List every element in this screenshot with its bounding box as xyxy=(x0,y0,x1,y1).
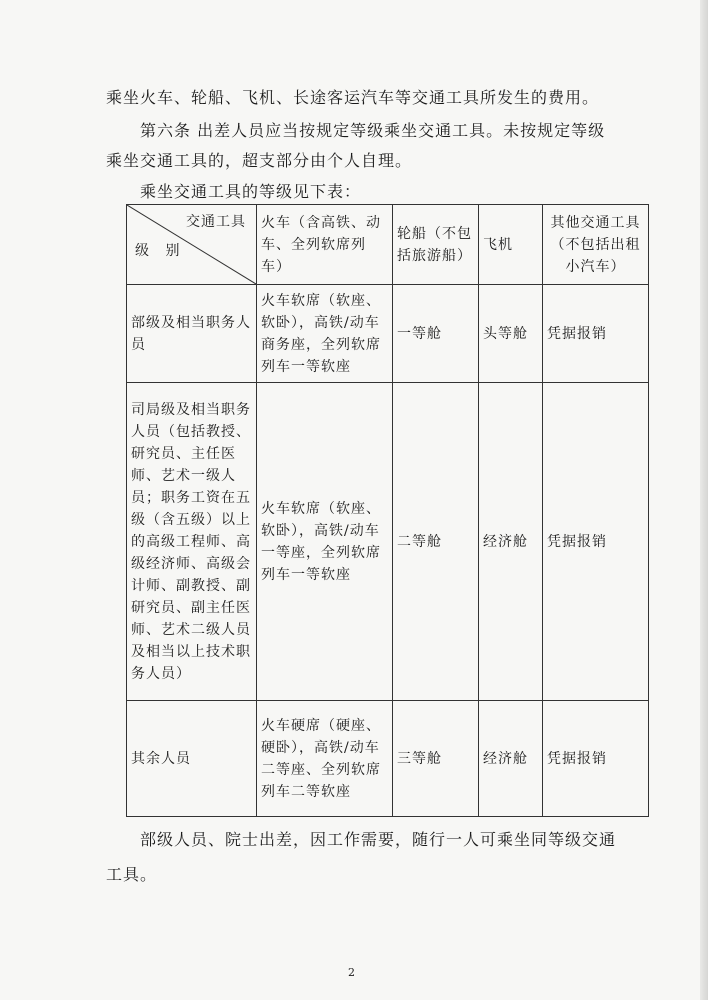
table-row xyxy=(127,285,649,383)
corner-header-cell xyxy=(127,205,257,285)
row-level-bureau: 司局级及相当职务人员（包括教授、研究员、主任医师、艺术一级人员；职务工资在五级（含五级）以上的高级工程师、高级经济师、高级会计师、副教授、副研究员、副主任医师、艺术二级人员及相当以上技术职务人员） xyxy=(127,383,257,701)
cell-other: 凭据报销 xyxy=(543,285,649,383)
transport-grade-table xyxy=(126,204,649,817)
page-number: 2 xyxy=(348,966,355,979)
corner-header-level: 级 别 xyxy=(135,243,186,259)
cell-plane: 经济舱 xyxy=(479,701,543,817)
table-header-row xyxy=(127,205,649,285)
article-six-line1: 第六条 出差人员应当按规定等级乘坐交通工具。未按规定等级 xyxy=(140,121,606,140)
header-ship: 轮船（不包括旅游船） xyxy=(393,205,479,285)
cell-plane: 经济舱 xyxy=(479,383,543,701)
cell-other: 凭据报销 xyxy=(543,701,649,817)
escort-rule-line2: 工具。 xyxy=(106,865,158,884)
row-level-others: 其余人员 xyxy=(127,701,257,817)
scan-edge xyxy=(700,0,708,1000)
cell-train: 火车硬席（硬座、硬卧），高铁/动车二等座、全列软席列车二等软座 xyxy=(257,701,393,817)
cell-ship: 二等舱 xyxy=(393,383,479,701)
cell-ship: 三等舱 xyxy=(393,701,479,817)
header-other: 其他交通工具（不包括出租小汽车） xyxy=(543,205,649,285)
cell-ship: 一等舱 xyxy=(393,285,479,383)
cell-train: 火车软席（软座、软卧），高铁/动车商务座，全列软席列车一等软座 xyxy=(257,285,393,383)
header-train: 火车（含高铁、动车、全列软席列车） xyxy=(257,205,393,285)
corner-header-transport: 交通工具 xyxy=(186,214,246,230)
header-plane: 飞机 xyxy=(479,205,543,285)
cell-plane: 头等舱 xyxy=(479,285,543,383)
cell-train: 火车软席（软座、软卧），高铁/动车一等座，全列软席列车一等软座 xyxy=(257,383,393,701)
cell-other: 凭据报销 xyxy=(543,383,649,701)
paragraph-expenses: 乘坐火车、轮船、飞机、长途客运汽车等交通工具所发生的费用。 xyxy=(106,88,600,107)
table-intro: 乘坐交通工具的等级见下表： xyxy=(140,182,362,201)
table-row xyxy=(127,383,649,701)
row-level-ministerial: 部级及相当职务人员 xyxy=(127,285,257,383)
article-six-line2: 乘坐交通工具的，超支部分由个人自理。 xyxy=(106,151,413,170)
table-row xyxy=(127,701,649,817)
escort-rule-line1: 部级人员、院士出差，因工作需要，随行一人可乘坐同等级交通 xyxy=(140,830,617,849)
